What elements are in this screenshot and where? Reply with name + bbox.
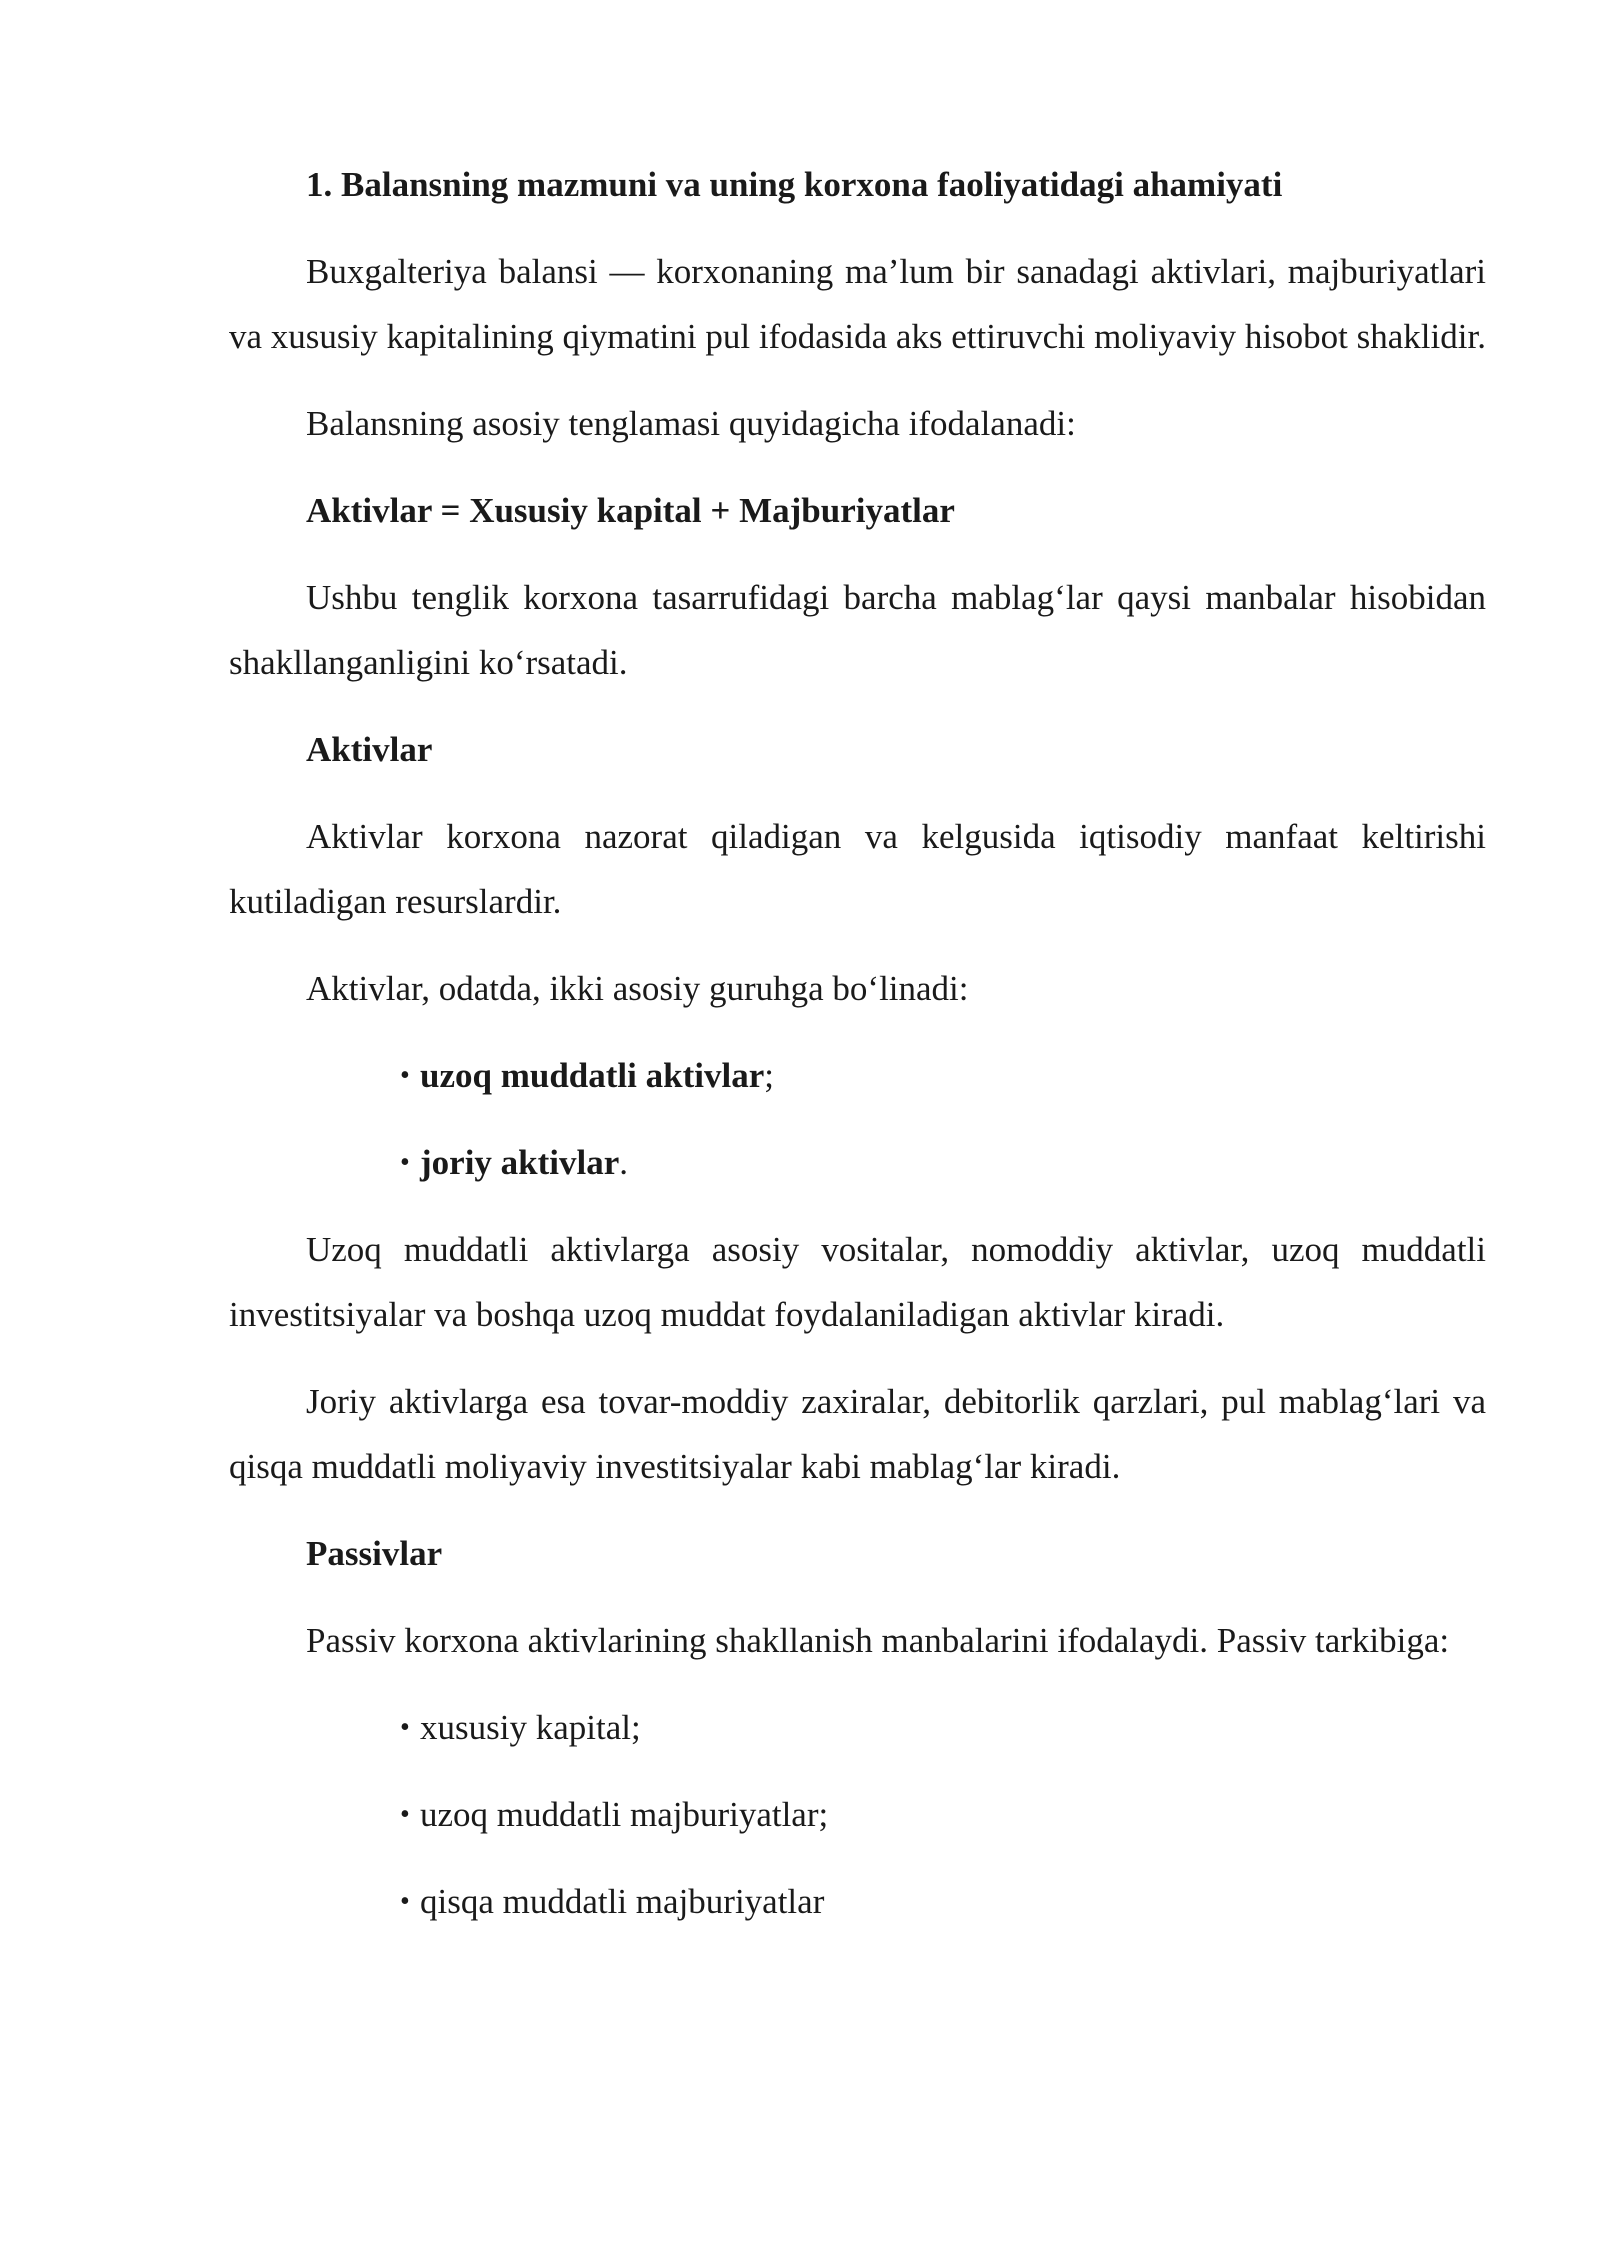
balance-equation: Aktivlar = Xususiy kapital + Majburiyatlar — [306, 491, 955, 530]
bullet-icon: • — [400, 1799, 410, 1830]
section-heading: 1. Balansning mazmuni va uning korxona faoliyatidagi ahamiyati — [306, 165, 1283, 204]
list-item-punct: ; — [764, 1056, 774, 1095]
paragraph-balance-definition: Buxgalteriya balansi — korxonaning ma’lum bir sanadagi aktivlari, majburiyatlari va xususiy kapitalining qiymatini pul ifodasida aks ettiruvchi moliyaviy hisobot shaklidir. — [229, 252, 1486, 356]
liability-items-list — [229, 1695, 1486, 1934]
subheading-liabilities: Passivlar — [306, 1534, 443, 1573]
list-item — [229, 1695, 1486, 1760]
bullet-icon: • — [400, 1147, 410, 1178]
paragraph-equation-meaning: Ushbu tenglik korxona tasarrufidagi barcha mablag‘lar qaysi manbalar hisobidan shakllanganligini ko‘rsatadi. — [229, 578, 1486, 682]
bullet-icon: • — [400, 1712, 410, 1743]
asset-groups-list — [229, 1043, 1486, 1195]
list-item-text: uzoq muddatli majburiyatlar; — [420, 1795, 829, 1834]
list-item — [229, 1782, 1486, 1847]
document-body — [229, 152, 1486, 1956]
paragraph-equation-intro: Balansning asosiy tenglamasi quyidagicha ifodalanadi: — [306, 404, 1076, 443]
list-item-text: joriy aktivlar — [420, 1143, 620, 1182]
bullet-icon: • — [400, 1886, 410, 1917]
list-item-punct: . — [619, 1143, 629, 1182]
paragraph-liabilities-definition: Passiv korxona aktivlarining shakllanish manbalarini ifodalaydi. Passiv tarkibiga: — [306, 1621, 1450, 1660]
list-item — [229, 1869, 1486, 1934]
subheading-assets: Aktivlar — [306, 730, 433, 769]
bullet-icon: • — [400, 1060, 410, 1091]
paragraph-current-assets: Joriy aktivlarga esa tovar-moddiy zaxiralar, debitorlik qarzlari, pul mablag‘lari va qisqa muddatli moliyaviy investitsiyalar kabi mablag‘lar kiradi. — [229, 1382, 1486, 1486]
list-item-text: uzoq muddatli aktivlar — [420, 1056, 765, 1095]
list-item — [229, 1043, 1486, 1108]
paragraph-long-term-assets: Uzoq muddatli aktivlarga asosiy vositalar, nomoddiy aktivlar, uzoq muddatli investitsiyalar va boshqa uzoq muddat foydalaniladigan aktivlar kiradi. — [229, 1230, 1486, 1334]
paragraph-asset-groups-intro: Aktivlar, odatda, ikki asosiy guruhga bo‘linadi: — [306, 969, 969, 1008]
list-item-text: qisqa muddatli majburiyatlar — [420, 1882, 825, 1921]
list-item-text: xususiy kapital; — [420, 1708, 641, 1747]
list-item — [229, 1130, 1486, 1195]
paragraph-assets-definition: Aktivlar korxona nazorat qiladigan va kelgusida iqtisodiy manfaat keltirishi kutiladigan resurslardir. — [229, 817, 1486, 921]
